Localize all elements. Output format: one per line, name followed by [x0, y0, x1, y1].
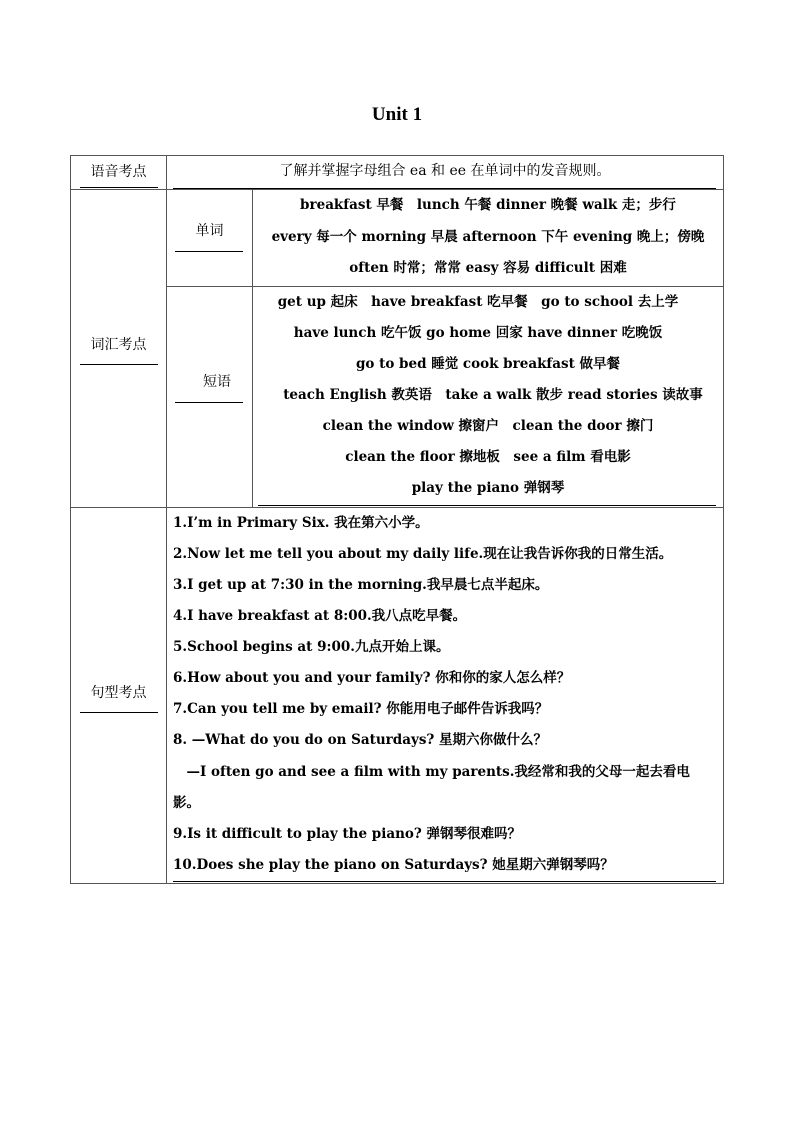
- sentence-line: 2.Now let me tell you about my daily life.现在让我告诉你我的日常生活。: [173, 546, 673, 562]
- subrow-divider: [167, 286, 724, 287]
- table-top-border: [70, 155, 724, 156]
- content-underline: [173, 881, 716, 882]
- words-line: often 时常；常常 easy 容易 difficult 困难: [349, 260, 627, 276]
- sentence-line: 7.Can you tell me by email? 你能用电子邮件告诉我吗？: [173, 701, 549, 717]
- phrase-line: clean the window 擦窗户 clean the door 擦门: [322, 418, 654, 434]
- words-line: every 每一个 morning 早晨 afternoon 下午 evening 晚上；傍晚: [271, 229, 705, 245]
- row-divider: [70, 507, 724, 508]
- page-title: Unit 1: [371, 104, 423, 125]
- sentence-line: —I often go and see a film with my parents.我经常和我的父母一起去看电: [173, 764, 690, 780]
- label-underline: [80, 364, 158, 365]
- column-divider: [166, 155, 167, 884]
- sentence-line: 影。: [173, 795, 200, 811]
- sentence-line: 1.I’m in Primary Six. 我在第六小学。: [173, 515, 429, 531]
- sentences-label: 句型考点: [90, 685, 147, 701]
- sentence-line: 4.I have breakfast at 8:00.我八点吃早餐。: [173, 608, 467, 624]
- row-divider: [70, 189, 724, 190]
- words-line: breakfast 早餐 lunch 午餐 dinner 晚餐 walk 走；步行: [300, 197, 676, 213]
- label-underline: [175, 251, 243, 252]
- sentence-line: 3.I get up at 7:30 in the morning.我早晨七点半起床。: [173, 577, 549, 593]
- label-underline: [80, 187, 158, 188]
- phonics-content: 了解并掌握字母组合 ea 和 ee 在单词中的发音规则。: [279, 163, 611, 179]
- vocabulary-label: 词汇考点: [90, 337, 147, 353]
- words-label: 单词: [195, 223, 224, 239]
- label-underline: [175, 402, 243, 403]
- sentence-line: 10.Does she play the piano on Saturdays? 她星期六弹钢琴吗？: [173, 857, 614, 873]
- phrase-line: have lunch 吃午饭 go home 回家 have dinner 吃晚饭: [293, 325, 663, 341]
- sentence-line: 5.School begins at 9:00.九点开始上课。: [173, 639, 450, 655]
- phonics-label: 语音考点: [90, 164, 147, 180]
- sentence-line: 9.Is it difficult to play the piano? 弹钢琴很难吗？: [173, 826, 522, 842]
- phrase-line: clean the floor 擦地板 see a film 看电影: [345, 449, 631, 465]
- phrase-line: teach English 教英语 take a walk 散步 read stories 读故事: [283, 387, 703, 403]
- table-right-border: [723, 155, 724, 884]
- phrase-line: play the piano 弹钢琴: [411, 480, 565, 496]
- content-underline: [258, 505, 716, 506]
- content-underline: [173, 188, 716, 189]
- phrase-line: go to bed 睡觉 cook breakfast 做早餐: [355, 356, 621, 372]
- sentence-line: 6.How about you and your family? 你和你的家人怎么样？: [173, 670, 571, 686]
- sentence-line: 8. —What do you do on Saturdays? 星期六你做什么？: [173, 732, 548, 748]
- phrases-label: 短语: [203, 374, 231, 390]
- table-left-border: [70, 155, 71, 884]
- table-bottom-border: [70, 883, 724, 884]
- phrase-line: get up 起床 have breakfast 吃早餐 go to school 去上学: [277, 294, 679, 310]
- label-underline: [80, 712, 158, 713]
